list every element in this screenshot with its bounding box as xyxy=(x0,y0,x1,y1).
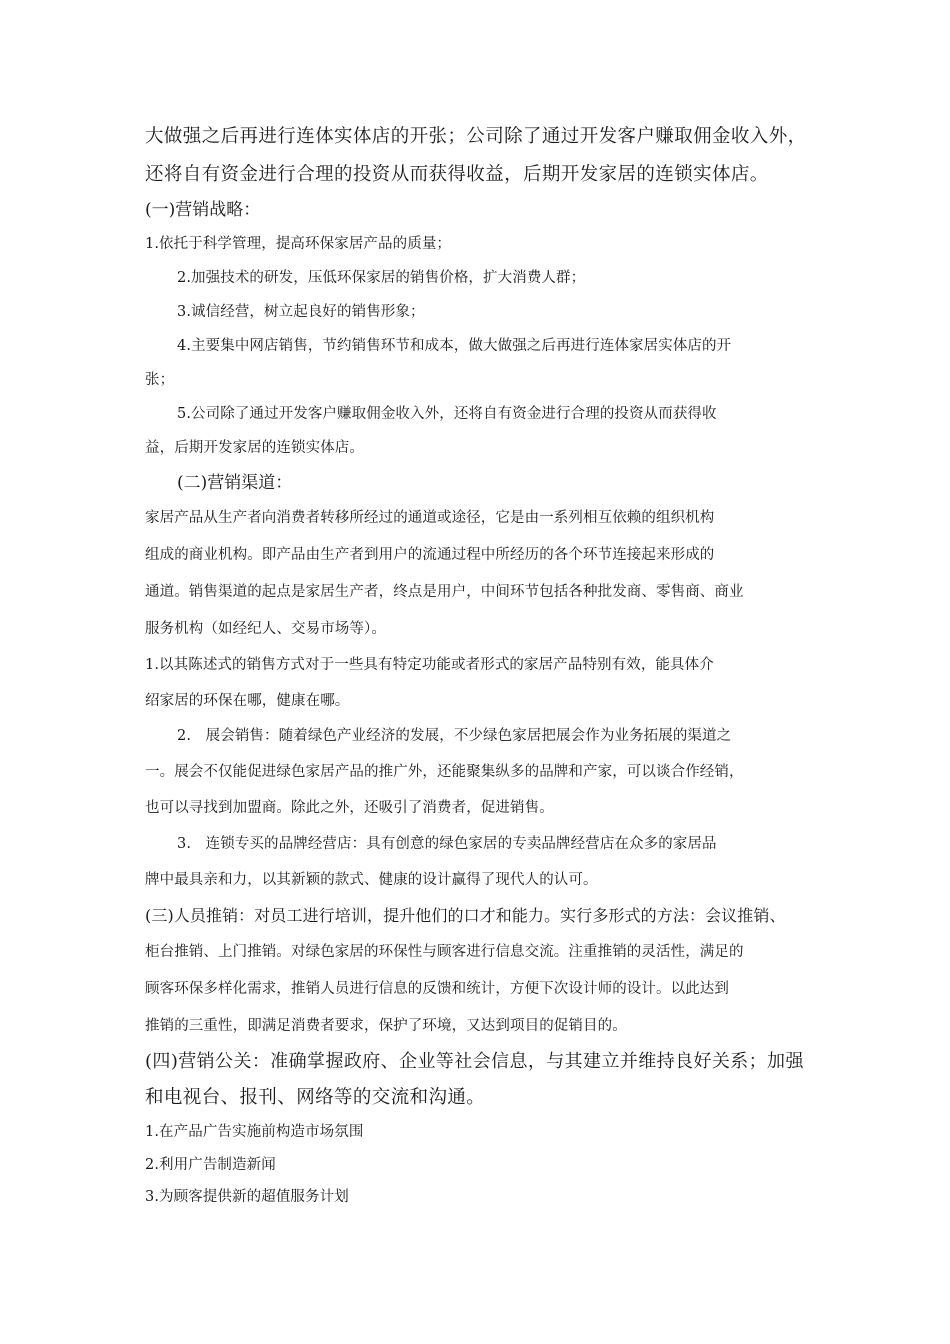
list-item-continuation: 一。展会不仅能促进绿色家居产品的推广外，还能聚集纵多的品牌和产家，可以谈合作经销， xyxy=(145,764,744,780)
list-item-continuation: 张； xyxy=(145,372,175,388)
list-item: 1.在产品广告实施前构造市场氛围 xyxy=(145,1124,364,1140)
paragraph-line: 推销的三重性，即满足消费者要求，保护了环境，又达到项目的促销目的。 xyxy=(145,1018,627,1034)
list-item: 3.诚信经营，树立起良好的销售形象； xyxy=(177,304,425,320)
list-item: 3.为顾客提供新的超值服务计划 xyxy=(145,1189,349,1205)
paragraph-line: 顾客环保多样化需求，推销人员进行信息的反馈和统计，方便下次设计师的设计。以此达到 xyxy=(145,981,729,997)
list-item-continuation: 益，后期开发家居的连锁实体店。 xyxy=(145,440,364,456)
paragraph-line: 服务机构（如经纪人、交易市场等）。 xyxy=(145,621,386,637)
paragraph-line: 和电视台、报刊、网络等的交流和沟通。 xyxy=(145,1087,486,1108)
list-item: 5.公司除了通过开发客户赚取佣金收入外，还将自有资金进行合理的投资从而获得收 xyxy=(177,406,717,422)
paragraph-line: 通道。销售渠道的起点是家居生产者，终点是用户，中间环节包括各种批发商、零售商、商业 xyxy=(145,584,744,600)
list-item-continuation: 绍家居的环保在哪，健康在哪。 xyxy=(145,693,350,709)
section-heading-marketing-channels: (二)营销渠道： xyxy=(177,473,293,493)
paragraph-line: 家居产品从生产者向消费者转移所经过的通道或途径，它是由一系列相互依赖的组织机构 xyxy=(145,510,715,526)
list-item-continuation: 牌中最具亲和力，以其新颖的款式、健康的设计赢得了现代人的认可。 xyxy=(145,872,598,888)
paragraph-line: 还将自有资金进行合理的投资从而获得收益，后期开发家居的连锁实体店。 xyxy=(145,164,769,185)
list-item: 2.加强技术的研发，压低环保家居的销售价格，扩大消费人群； xyxy=(177,270,586,286)
list-item: 1.依托于科学管理，提高环保家居产品的质量； xyxy=(145,236,452,252)
list-item: 2. 展会销售：随着绿色产业经济的发展，不少绿色家居把展会作为业务拓展的渠道之 xyxy=(177,728,732,744)
section-public-relations: (四)营销公关：准确掌握政府、企业等社会信息，与其建立并维持良好关系；加强 xyxy=(145,1051,804,1072)
section-personal-selling: (三)人员推销：对员工进行培训，提升他们的口才和能力。实行多形式的方法：会议推销、 xyxy=(145,906,786,925)
paragraph-line: 组成的商业机构。即产品由生产者到用户的流通过程中所经历的各个环节连接起来形成的 xyxy=(145,547,715,563)
list-item-continuation: 也可以寻找到加盟商。除此之外，还吸引了消费者，促进销售。 xyxy=(145,800,554,816)
paragraph-line: 大做强之后再进行连体实体店的开张；公司除了通过开发客户赚取佣金收入外， xyxy=(145,126,807,147)
list-item: 1.以其陈述式的销售方式对于一些具有特定功能或者形式的家居产品特别有效，能具体介 xyxy=(145,657,714,673)
section-heading-marketing-strategy: (一)营销战略： xyxy=(145,200,261,220)
list-item: 4.主要集中网店销售，节约销售环节和成本，做大做强之后再进行连体家居实体店的开 xyxy=(177,338,732,354)
list-item: 2.利用广告制造新闻 xyxy=(145,1157,276,1173)
list-item: 3. 连锁专买的品牌经营店：具有创意的绿色家居的专卖品牌经营店在众多的家居品 xyxy=(177,836,717,852)
paragraph-line: 柜台推销、上门推销。对绿色家居的环保性与顾客进行信息交流。注重推销的灵活性，满足的 xyxy=(145,944,744,960)
